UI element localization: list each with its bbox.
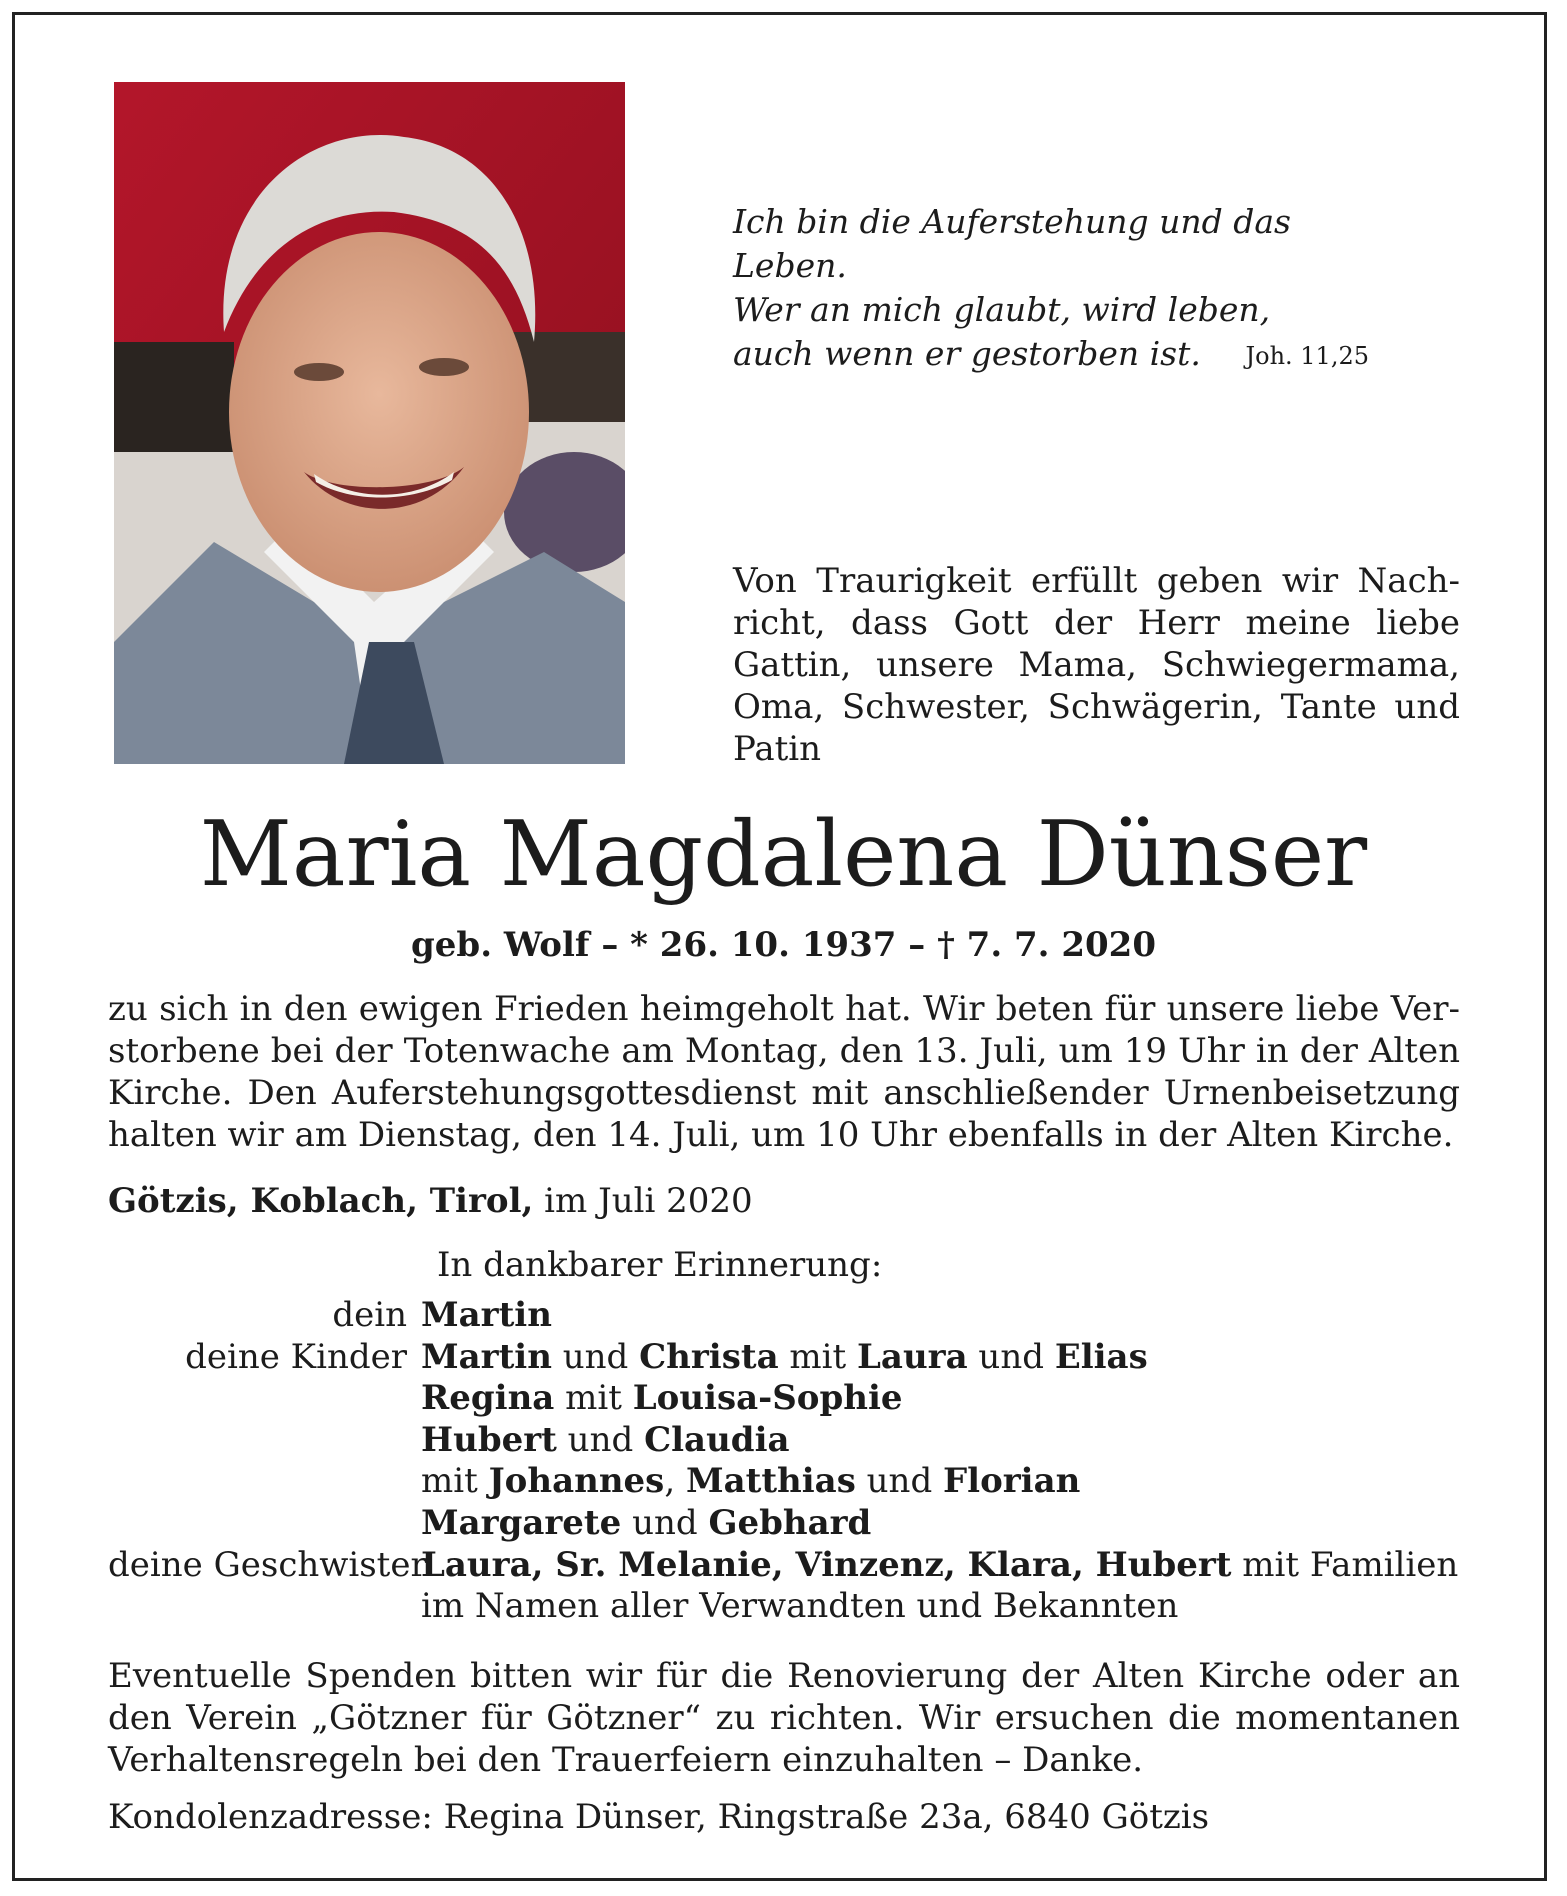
mourners-heading: In dankbarer Erinnerung: [437,1245,883,1285]
deceased-name: Maria Magdalena Dünser [199,802,1368,907]
portrait-photo [114,82,625,764]
mourner-name: Laura, Sr. Melanie, Vinzenz, Klara, Hubert [421,1544,1232,1585]
mourner-names [421,1295,552,1337]
mourner-relation [108,1420,421,1462]
mourner-connector: im Namen aller Verwandten und Bekannten [421,1586,1179,1627]
mourner-row [108,1337,1468,1379]
body-line: storbene bei der Totenwache am Montag, den 13. Juli, um 19 Uhr in der Alten [108,1031,1460,1071]
donations-line: Verhaltensregeln bei den Trauerfeiern einzuhalten – Danke. [108,1740,1144,1780]
mourner-row [108,1378,1468,1420]
deceased-dates: geb. Wolf – * 26. 10. 1937 – † 7. 7. 2020 [411,925,1156,965]
body-line: halten wir am Dienstag, den 14. Juli, um 10 Uhr ebenfalls in der Alten Kirche. [108,1115,1454,1155]
mourner-names [421,1586,1178,1628]
mourner-names [421,1378,903,1420]
mourner-name: Louisa-Sophie [632,1378,903,1419]
condolence-address: Kondolenzadresse: Regina Dünser, Ringstraße 23a, 6840 Götzis [108,1797,1210,1837]
mourner-name: Johannes [488,1461,665,1502]
mourner-relation: deine Kinder [185,1336,407,1377]
mourner-name: Hubert [421,1419,557,1460]
announcement-line: Patin [733,729,822,769]
mourner-connector: und [551,1336,640,1377]
mourner-connector: mit [421,1461,489,1502]
mourner-name: Laura [857,1336,968,1377]
portrait-image [114,82,625,764]
place-date [108,1181,1460,1221]
announcement-line: Von Traurigkeit erfüllt geben wir Nach- [733,561,1460,601]
mourner-names [421,1503,871,1545]
service-details [108,988,1460,1156]
mourner-connector: und [967,1336,1055,1377]
mourner-name: Margarete [421,1502,622,1543]
mourner-connector: und [621,1502,709,1543]
mourner-name: Elias [1054,1336,1148,1377]
mourner-relation: deine Geschwister [108,1544,427,1585]
mourner-name: Martin [421,1295,552,1335]
mourner-connector: mit Familien [1231,1544,1459,1585]
mourner-row [108,1420,1468,1462]
quote-line: Wer an mich glaubt, wird leben, [733,290,1271,329]
quote-line: auch wenn er gestorben ist. [733,334,1201,373]
mourner-connector: mit [778,1336,858,1377]
mourner-relation [108,1461,421,1503]
mourner-row [108,1586,1468,1628]
mourner-relation [108,1378,421,1420]
mourner-row [108,1503,1468,1545]
mourners-list [108,1295,1468,1628]
mourner-name: Matthias [685,1461,856,1502]
mourner-row [108,1295,1468,1337]
mourner-row [108,1545,1468,1587]
donations-note [108,1655,1460,1781]
mourner-names [421,1545,1458,1587]
place-locations: Götzis, Koblach, Tirol, [108,1181,534,1221]
mourner-name: Regina [421,1378,555,1419]
announcement-line: richt, dass Gott der Herr meine liebe [733,603,1460,643]
mourner-name: Gebhard [708,1502,872,1543]
mourner-name: Christa [639,1336,779,1377]
announcement-text [733,560,1460,770]
mourner-relation [108,1503,421,1545]
mourner-connector: , [664,1461,686,1502]
mourner-connector: und [855,1461,944,1502]
body-line: Kirche. Den Auferstehungsgottesdienst mit anschließender Urnenbeisetzung [108,1073,1460,1113]
mourner-names [421,1337,1148,1379]
quote-reference: Joh. 11,25 [1245,342,1369,370]
place-month: im Juli 2020 [544,1181,753,1221]
mourner-names [421,1420,790,1462]
announcement-line: Gattin, unsere Mama, Schwiegermama, [733,645,1460,685]
mourner-connector: und [556,1419,645,1460]
donations-line: Eventuelle Spenden bitten wir für die Renovierung der Alten Kirche oder an [108,1656,1460,1696]
mourner-row [108,1461,1468,1503]
mourner-relation: dein [332,1295,407,1335]
announcement-line: Oma, Schwester, Schwägerin, Tante und [733,687,1460,727]
mourner-name: Martin [421,1336,552,1377]
quote-line: Ich bin die Auferstehung und das Leben. [733,202,1291,285]
mourner-name: Florian [943,1461,1081,1502]
donations-line: den Verein „Götzner für Götzner“ zu richten. Wir ersuchen die momentanen [108,1698,1460,1738]
mourner-connector: mit [554,1378,633,1419]
mourner-relation [108,1586,421,1628]
body-line: zu sich in den ewigen Frieden heimgeholt hat. Wir beten für unsere liebe Ver- [108,989,1460,1029]
mourner-name: Claudia [644,1419,790,1460]
mourner-names [421,1461,1080,1503]
